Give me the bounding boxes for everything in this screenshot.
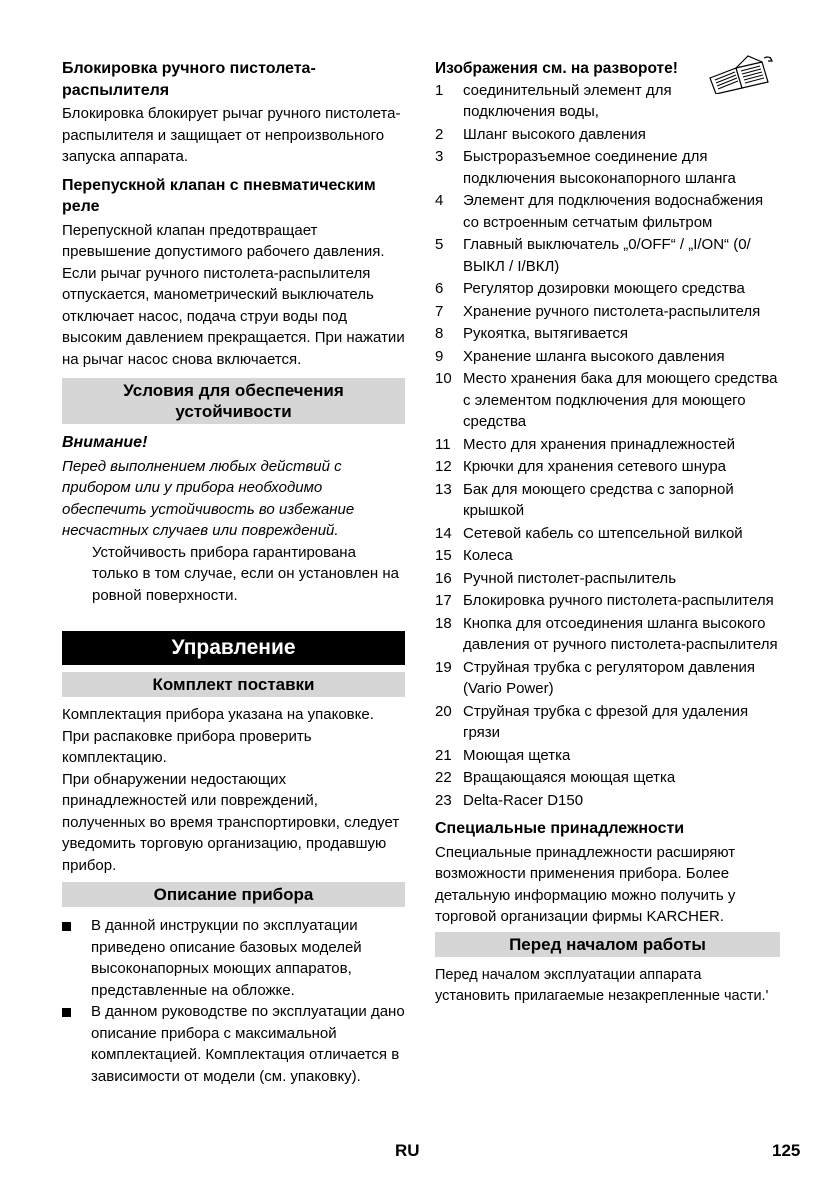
list-item: 1 соединительный элемент для подключения воды,: [435, 81, 672, 120]
before-start-section-bar: Перед началом работы: [435, 932, 780, 957]
delivery-text-2: При обнаружении недостающих принадлежностей или повреждений, полученных во время транспортировки, следует уведомить торговую организацию, продавшую прибор.: [62, 770, 400, 874]
description-bullets: [62, 915, 405, 1087]
special-accessories-title: Специальные принадлежности: [435, 820, 685, 837]
list-item: 13 Бак для моющего средства с запорной крышкой: [435, 480, 734, 519]
list-item: 2 Шланг высокого давления: [435, 125, 646, 143]
warning-title: Внимание!: [62, 434, 148, 451]
bullet-square-icon: [62, 922, 71, 931]
description-section-bar: Описание прибора: [62, 882, 405, 907]
list-item: 17 Блокировка ручного пистолета-распылителя: [435, 592, 774, 609]
list-item: 20 Струйная трубка с фрезой для удаления грязи: [435, 702, 749, 741]
list-item: 5 Главный выключатель „0/OFF“ / „I/ON“ (0/ВЫКЛ / I/ВКЛ): [435, 236, 751, 275]
list-item: 14 Сетевой кабель со штепсельной вилкой: [435, 524, 743, 542]
list-item: 21 Моющая щетка: [435, 746, 571, 764]
list-item: 4 Элемент для подключения водоснабжения со встроенным сетчатым фильтром: [435, 192, 764, 231]
special-accessories-text: Специальные принадлежности расширяют возможности применения прибора. Более детальную информацию можно получить у торговой организации фирмы KARCHER.: [435, 843, 736, 925]
main-section-bar: Управление: [62, 631, 405, 665]
section-title-bypass-valve: Перепускной клапан с пневматическим реле: [62, 176, 376, 215]
stability-section-bar: Условия для обеспечения устойчивости: [62, 378, 405, 424]
page-number: 125: [772, 1141, 801, 1160]
delivery-section-bar: Комплект поставки: [62, 672, 405, 697]
list-item: 3 Быстроразъемное соединение для подключения высоконапорного шланга: [435, 148, 736, 187]
parts-list: [435, 80, 780, 812]
section-text-bypass-valve-2: Если рычаг ручного пистолета-распылителя отпускается, манометрический выключатель отключает насос, подача струи воды под высоким давлением прекращается. При нажатии на рычаг насос снова включается.: [62, 264, 405, 368]
warning-text: Перед выполнением любых действий с прибором или у прибора необходимо обеспечить устойчивость во избежание несчастных случаев или повреждений.: [62, 457, 355, 539]
list-item: 6 Регулятор дозировки моющего средства: [435, 280, 745, 297]
list-item: 18 Кнопка для отсоединения шланга высокого давления от ручного пистолета-распылителя: [435, 614, 778, 653]
right-column: [435, 58, 780, 1008]
left-column: [62, 58, 405, 1087]
open-book-icon: [706, 54, 774, 94]
list-item: 12 Крючки для хранения сетевого шнура: [435, 458, 726, 475]
before-start-text: Перед началом эксплуатации аппарата установить прилагаемые незакрепленные части.': [435, 966, 769, 1004]
list-item: 8 Рукоятка, вытягивается: [435, 325, 629, 342]
list-item: 15 Колеса: [435, 547, 513, 564]
section-text-bypass-valve-1: Перепускной клапан предотвращает превышение допустимого рабочего давления.: [62, 221, 385, 260]
delivery-text-1: Комплектация прибора указана на упаковке. При распаковке прибора проверить комплектацию.: [62, 706, 374, 766]
stability-text: Устойчивость прибора гарантирована только в том случае, если он установлен на ровной поверхности.: [92, 543, 400, 604]
language-label: RU: [395, 1141, 420, 1160]
list-item: 11 Место для хранения принадлежностей: [435, 435, 736, 453]
list-item: 22 Вращающаяся моющая щетка: [435, 769, 676, 786]
section-text-lock: Блокировка блокирует рычаг ручного пистолета-распылителя и защищает от непроизвольного запуска аппарата.: [62, 105, 401, 165]
images-heading: Изображения см. на развороте!: [435, 60, 678, 77]
list-item: В данной инструкции по эксплуатации приведено описание базовых моделей высоконапорных моющих аппаратов, представленные на обложке.: [62, 915, 405, 1001]
list-item: 16 Ручной пистолет-распылитель: [435, 569, 677, 587]
bullet-square-icon: [62, 1008, 71, 1017]
list-item: 10 Место хранения бака для моющего средства с элементом подключения для моющего средства: [435, 370, 778, 430]
list-item: 7 Хранение ручного пистолета-распылителя: [435, 302, 761, 320]
list-item: В данном руководстве по эксплуатации дано описание прибора с максимальной комплектацией. Комплектация отличается в зависимости от модели (см. упаковку).: [62, 1001, 405, 1087]
list-item: 19 Струйная трубка с регулятором давления (Vario Power): [435, 658, 756, 697]
list-item: 9 Хранение шланга высокого давления: [435, 347, 725, 365]
section-title-lock: Блокировка ручного пистолета-распылителя: [62, 60, 316, 99]
list-item: 23 Delta-Racer D150: [435, 791, 584, 809]
